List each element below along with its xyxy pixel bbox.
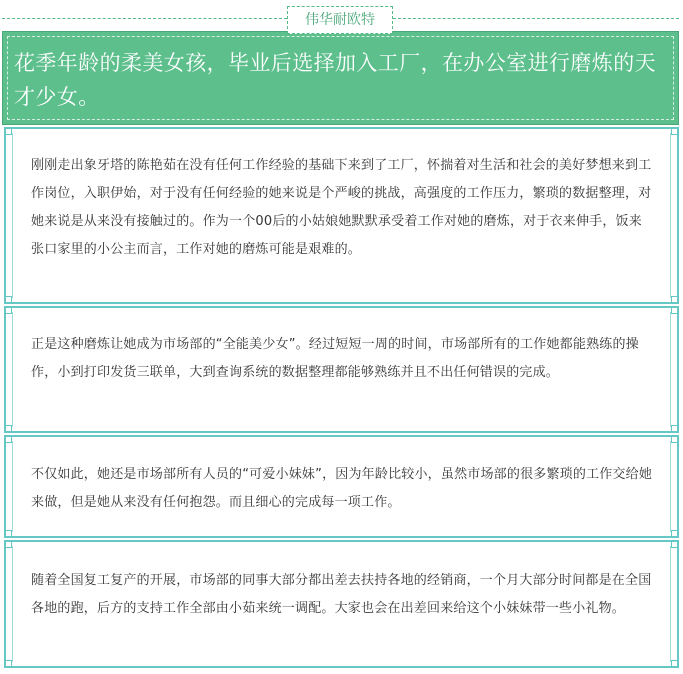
corner-ornament <box>671 127 679 135</box>
header-tag: 伟华耐欧特 <box>287 6 393 34</box>
corner-ornament <box>4 127 12 135</box>
corner-ornament <box>4 660 12 668</box>
text-card-1 <box>4 127 679 304</box>
corner-ornament <box>671 296 679 304</box>
paragraph: 随着全国复工复产的开展，市场部的同事大部分都出差去扶持各地的经销商，一个月大部分时间都是在全国各地的跑，后方的支持工作全部由小茹来统一调配。大家也会在出差回来给这个小妹妹带一些小礼物。 <box>31 573 652 616</box>
paragraph: 刚刚走出象牙塔的陈艳茹在没有任何工作经验的基础下来到了工厂，怀揣着对生活和社会的美好梦想来到工作岗位，入职伊始，对于没有任何经验的她来说是个严峻的挑战，高强度的工作压力，繁琐的数据整理，对她来说是从来没有接触过的。作为一个00后的小姑娘她默默承受着工作对她的磨炼，对于衣来伸手，饭来张口家里的小公主而言，工作对她的磨炼可能是艰难的。 <box>31 158 652 257</box>
text-card-2 <box>4 306 679 433</box>
corner-ornament <box>4 435 12 443</box>
text-card-4 <box>4 540 679 668</box>
corner-ornament <box>4 296 12 304</box>
corner-ornament <box>671 306 679 314</box>
header-divider-right <box>393 18 679 19</box>
text-card-3 <box>4 435 679 538</box>
corner-ornament <box>4 306 12 314</box>
header-divider-left <box>2 18 287 19</box>
title-banner <box>2 31 679 125</box>
page-title: 花季年龄的柔美女孩，毕业后选择加入工厂，在办公室进行磨炼的天才少女。 <box>14 51 656 109</box>
corner-ornament <box>4 530 12 538</box>
paragraph: 正是这种磨炼让她成为市场部的“全能美少女”。经过短短一周的时间，市场部所有的工作她都能熟练的操作，小到打印发货三联单，大到查询系统的数据整理都能够熟练并且不出任何错误的完成。 <box>31 337 639 380</box>
corner-ornament <box>4 425 12 433</box>
corner-ornament <box>671 435 679 443</box>
corner-ornament <box>4 540 12 548</box>
corner-ornament <box>671 530 679 538</box>
paragraph: 不仅如此，她还是市场部所有人员的“可爱小妹妹”，因为年龄比较小，虽然市场部的很多繁琐的工作交给她来做，但是她从来没有任何抱怨。而且细心的完成每一项工作。 <box>31 467 653 510</box>
corner-ornament <box>671 425 679 433</box>
corner-ornament <box>671 540 679 548</box>
corner-ornament <box>671 660 679 668</box>
